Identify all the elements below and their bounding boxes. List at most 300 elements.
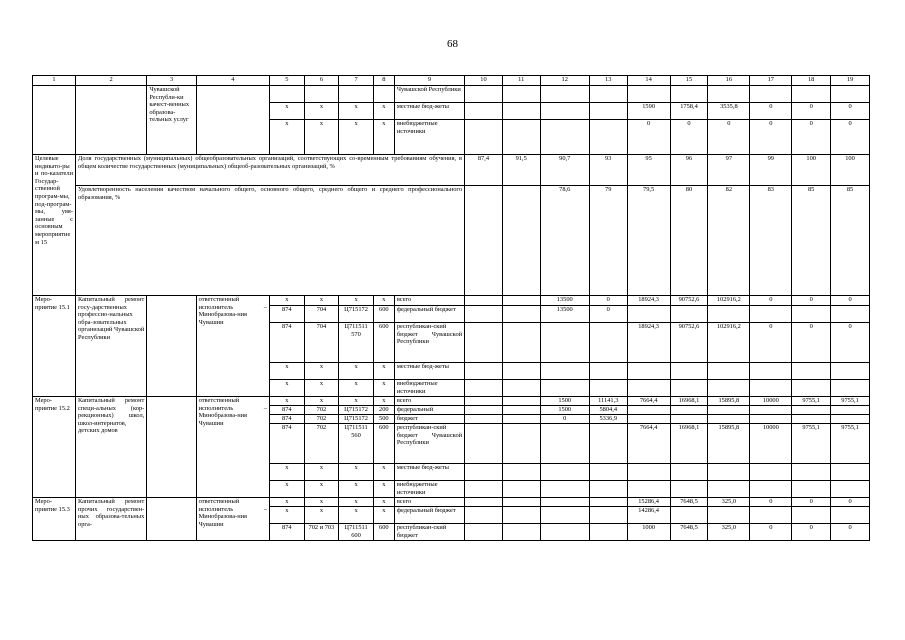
- table-cell: 0: [670, 120, 708, 155]
- empty-cell: [339, 86, 374, 103]
- empty-cell: [465, 415, 503, 424]
- empty-cell: [792, 380, 831, 397]
- table-cell: x: [304, 397, 339, 406]
- col-number: 10: [465, 76, 503, 86]
- empty-cell: [465, 424, 503, 464]
- empty-cell: [502, 524, 540, 541]
- table-cell: 7664,4: [627, 424, 670, 464]
- page-number: 68: [447, 38, 458, 50]
- empty-cell: [502, 363, 540, 380]
- table-cell: 9755,1: [792, 424, 831, 464]
- empty-cell: [589, 524, 627, 541]
- empty-cell: [502, 380, 540, 397]
- measure-label: Меро-приятие 15.3: [33, 498, 76, 541]
- empty-cell: [792, 86, 831, 103]
- empty-cell: [670, 380, 708, 397]
- empty-cell: [708, 306, 750, 323]
- empty-cell: [465, 296, 503, 306]
- table-cell: x: [373, 397, 394, 406]
- table-cell: x: [373, 481, 394, 498]
- col-number: 13: [589, 76, 627, 86]
- table-cell: x: [270, 120, 305, 155]
- empty-cell: [831, 507, 870, 524]
- table-cell: 13500: [540, 296, 589, 306]
- table-cell: x: [270, 498, 305, 507]
- table-row: [33, 86, 870, 103]
- table-cell: 600: [373, 424, 394, 464]
- empty-cell: [147, 498, 196, 541]
- table-cell: 0: [589, 296, 627, 306]
- empty-cell: [708, 507, 750, 524]
- funding-source: федеральный бюджет: [394, 507, 464, 524]
- table-cell: 1000: [627, 524, 670, 541]
- empty-cell: [465, 86, 503, 103]
- table-cell: 0: [792, 120, 831, 155]
- table-cell: 1590: [627, 103, 670, 120]
- table-cell: 600: [373, 323, 394, 363]
- empty-cell: [502, 120, 540, 155]
- empty-cell: [502, 464, 540, 481]
- table-cell: 702: [304, 415, 339, 424]
- col-number: 8: [373, 76, 394, 86]
- funding-source: республикан-ский бюджет: [394, 524, 464, 541]
- empty-cell: [465, 323, 503, 363]
- table-cell: 0: [831, 524, 870, 541]
- measure-label: Меро-приятие 15.2: [33, 397, 76, 498]
- empty-cell: [76, 86, 147, 155]
- table-cell: x: [373, 103, 394, 120]
- table-cell: 874: [270, 424, 305, 464]
- table-cell: x: [304, 120, 339, 155]
- table-cell: 78,6: [540, 186, 589, 296]
- empty-cell: [502, 86, 540, 103]
- table-cell: 0: [831, 323, 870, 363]
- empty-cell: [304, 86, 339, 103]
- table-cell: x: [304, 498, 339, 507]
- empty-cell: [540, 524, 589, 541]
- empty-cell: [502, 296, 540, 306]
- col-number: 7: [339, 76, 374, 86]
- empty-cell: [831, 380, 870, 397]
- table-cell: x: [270, 363, 305, 380]
- empty-cell: [750, 380, 792, 397]
- empty-cell: [670, 406, 708, 415]
- table-cell: x: [270, 380, 305, 397]
- empty-cell: [465, 397, 503, 406]
- empty-cell: [465, 120, 503, 155]
- responsible-executor: ответственный исполнитель – Минобразова-ния Чувашии: [196, 397, 269, 498]
- table-cell: x: [339, 363, 374, 380]
- funding-source: федеральный бюджет: [394, 306, 464, 323]
- table-cell: 93: [589, 155, 627, 186]
- table-cell: 5336,9: [589, 415, 627, 424]
- funding-source: всего: [394, 296, 464, 306]
- table-cell: x: [270, 296, 305, 306]
- empty-cell: [465, 306, 503, 323]
- table-cell: x: [373, 380, 394, 397]
- table-cell: 0: [750, 103, 792, 120]
- col-number: 12: [540, 76, 589, 86]
- empty-cell: [465, 380, 503, 397]
- table-cell: 102916,2: [708, 323, 750, 363]
- empty-cell: [670, 415, 708, 424]
- table-cell: 95: [627, 155, 670, 186]
- table-cell: 10000: [750, 424, 792, 464]
- col-number: 16: [708, 76, 750, 86]
- empty-cell: [670, 481, 708, 498]
- table-cell: x: [373, 507, 394, 524]
- empty-cell: [792, 507, 831, 524]
- table-cell: 10000: [750, 397, 792, 406]
- empty-cell: [465, 363, 503, 380]
- indicator-row: [33, 186, 870, 296]
- empty-cell: [465, 464, 503, 481]
- empty-cell: [750, 464, 792, 481]
- empty-cell: [831, 481, 870, 498]
- table-cell: x: [339, 120, 374, 155]
- empty-cell: [627, 406, 670, 415]
- empty-cell: [708, 380, 750, 397]
- empty-cell: [540, 323, 589, 363]
- empty-cell: [750, 406, 792, 415]
- table-cell: 0: [792, 296, 831, 306]
- table-cell: 87,4: [465, 155, 503, 186]
- empty-cell: [831, 86, 870, 103]
- empty-cell: [670, 86, 708, 103]
- col-number: 5: [270, 76, 305, 86]
- empty-cell: [708, 481, 750, 498]
- table-cell: x: [304, 296, 339, 306]
- col-number: 18: [792, 76, 831, 86]
- table-cell: 7648,5: [670, 524, 708, 541]
- table-cell: x: [270, 103, 305, 120]
- table-cell: 0: [750, 120, 792, 155]
- table-cell: Ц711511 570: [339, 323, 374, 363]
- funding-source: местные бюд-жеты: [394, 464, 464, 481]
- table-cell: Ц715172: [339, 406, 374, 415]
- measure-row: [33, 498, 870, 507]
- table-cell: 15895,8: [708, 397, 750, 406]
- table-cell: 0: [750, 524, 792, 541]
- table-cell: 702: [304, 424, 339, 464]
- table-cell: 7664,4: [627, 397, 670, 406]
- empty-cell: [540, 363, 589, 380]
- table-cell: 79,5: [627, 186, 670, 296]
- empty-cell: [750, 481, 792, 498]
- table-cell: x: [270, 464, 305, 481]
- empty-cell: [589, 380, 627, 397]
- table-cell: 18924,3: [627, 323, 670, 363]
- table-cell: x: [304, 363, 339, 380]
- table-cell: x: [339, 464, 374, 481]
- table-cell: 0: [750, 296, 792, 306]
- empty-cell: [627, 481, 670, 498]
- empty-cell: [540, 380, 589, 397]
- table-cell: 0: [831, 498, 870, 507]
- empty-cell: [792, 306, 831, 323]
- table-cell: 600: [373, 306, 394, 323]
- empty-cell: [589, 464, 627, 481]
- table-cell: 91,5: [502, 155, 540, 186]
- empty-cell: [589, 120, 627, 155]
- table-cell: 874: [270, 524, 305, 541]
- table-cell: 9755,1: [831, 397, 870, 406]
- empty-cell: [373, 86, 394, 103]
- table-cell: 0: [750, 323, 792, 363]
- table-cell: 9755,1: [792, 397, 831, 406]
- empty-cell: [465, 524, 503, 541]
- funding-source: местные бюд-жеты: [394, 103, 464, 120]
- table-cell: 90752,6: [670, 323, 708, 363]
- empty-cell: [627, 464, 670, 481]
- table-cell: 5804,4: [589, 406, 627, 415]
- table-cell: 325,0: [708, 498, 750, 507]
- table-cell: 79: [589, 186, 627, 296]
- table-cell: 0: [792, 524, 831, 541]
- table-cell: 0: [792, 323, 831, 363]
- empty-cell: [708, 464, 750, 481]
- table-cell: 0: [831, 103, 870, 120]
- table-cell: x: [373, 464, 394, 481]
- table-cell: 15286,4: [627, 498, 670, 507]
- empty-cell: [750, 86, 792, 103]
- empty-cell: [502, 406, 540, 415]
- table-cell: x: [339, 481, 374, 498]
- measure-row: [33, 296, 870, 306]
- table-cell: 100: [792, 155, 831, 186]
- empty-cell: [708, 363, 750, 380]
- empty-cell: [502, 306, 540, 323]
- responsible-executor: ответственный исполнитель – Минобразова-ния Чувашии: [196, 498, 269, 541]
- indicators-label: Целевые индикато-ры и по-казатели Государ-ственной програм-мы, под-програм-мы, увя-занные с основным мероприятием 15: [33, 155, 76, 296]
- col-number: 1: [33, 76, 76, 86]
- empty-cell: [831, 406, 870, 415]
- indicator-text: Доля государственных (муниципальных) общеобразовательных организаций, соответствующих со-временным требованиям обучения, в общем количестве государственных (муниципальных) общеоб-разовательных организаций, %: [76, 155, 465, 186]
- empty-cell: [589, 481, 627, 498]
- table-cell: 90752,6: [670, 296, 708, 306]
- table-cell: 11141,3: [589, 397, 627, 406]
- table-cell: x: [304, 507, 339, 524]
- empty-cell: [792, 363, 831, 380]
- empty-cell: [589, 363, 627, 380]
- table-cell: 0: [792, 103, 831, 120]
- table-cell: x: [373, 498, 394, 507]
- empty-cell: [627, 380, 670, 397]
- empty-cell: [708, 406, 750, 415]
- funding-source: республикан-ский бюджет Чувашской Республики: [394, 424, 464, 464]
- table-cell: x: [373, 120, 394, 155]
- table-cell: 0: [627, 120, 670, 155]
- table-cell: 16968,1: [670, 424, 708, 464]
- measure-label: Меро-приятие 15.1: [33, 296, 76, 397]
- table-cell: 325,0: [708, 524, 750, 541]
- indicator-row: [33, 155, 870, 186]
- empty-cell: [792, 481, 831, 498]
- col-number: 17: [750, 76, 792, 86]
- empty-cell: [33, 86, 76, 155]
- measure-name: Капитальный ремонт госу-дарственных профессио-нальных обра-зовательных организаций Чувашской Республики: [76, 296, 147, 397]
- empty-cell: [465, 406, 503, 415]
- empty-cell: [270, 86, 305, 103]
- table-cell: 3535,8: [708, 103, 750, 120]
- table-cell: 85: [792, 186, 831, 296]
- table-cell: 80: [670, 186, 708, 296]
- empty-cell: [147, 397, 196, 498]
- table-cell: x: [270, 397, 305, 406]
- empty-cell: [627, 363, 670, 380]
- empty-cell: [465, 498, 503, 507]
- table-cell: 1500: [540, 397, 589, 406]
- funding-source: Чувашской Республики: [394, 86, 464, 103]
- table-cell: x: [339, 296, 374, 306]
- empty-cell: [589, 424, 627, 464]
- col-number: 6: [304, 76, 339, 86]
- table-cell: 874: [270, 306, 305, 323]
- empty-cell: [831, 464, 870, 481]
- empty-cell: [750, 507, 792, 524]
- table-cell: 97: [708, 155, 750, 186]
- empty-cell: [465, 186, 503, 296]
- empty-cell: [627, 86, 670, 103]
- table-cell: x: [304, 464, 339, 481]
- table-cell: 0: [792, 498, 831, 507]
- empty-cell: [792, 415, 831, 424]
- table-cell: 99: [750, 155, 792, 186]
- empty-cell: [831, 306, 870, 323]
- table-cell: 702 и 703: [304, 524, 339, 541]
- table-cell: 0: [540, 415, 589, 424]
- empty-cell: [831, 363, 870, 380]
- table-cell: 0: [831, 120, 870, 155]
- empty-cell: [750, 306, 792, 323]
- table-cell: 83: [750, 186, 792, 296]
- empty-cell: [750, 415, 792, 424]
- table-cell: 14286,4: [627, 507, 670, 524]
- table-cell: x: [304, 380, 339, 397]
- table-cell: 704: [304, 306, 339, 323]
- table-cell: 0: [589, 306, 627, 323]
- table-cell: 704: [304, 323, 339, 363]
- empty-cell: [465, 481, 503, 498]
- measure-name: Капитальный ремонт прочих государствен-ных образова-тельных орга-: [76, 498, 147, 541]
- empty-cell: [540, 481, 589, 498]
- table-cell: x: [339, 498, 374, 507]
- table-cell: 1758,4: [670, 103, 708, 120]
- col-number: 4: [196, 76, 269, 86]
- table-cell: 200: [373, 406, 394, 415]
- empty-cell: [792, 464, 831, 481]
- table-cell: x: [339, 103, 374, 120]
- empty-cell: [540, 507, 589, 524]
- table-cell: x: [373, 296, 394, 306]
- funding-source: внебюджетные источники: [394, 120, 464, 155]
- empty-cell: [792, 406, 831, 415]
- empty-cell: [540, 103, 589, 120]
- col-number: 9: [394, 76, 464, 86]
- funding-source: республикан-ский бюджет Чувашской Республики: [394, 323, 464, 363]
- funding-source: федеральный: [394, 406, 464, 415]
- measure-name: Капитальный ремонт специ-альных (кор-рекционных) школ, школ-интернатов, детских домов: [76, 397, 147, 498]
- table-cell: 0: [750, 498, 792, 507]
- empty-cell: [502, 397, 540, 406]
- col-number: 14: [627, 76, 670, 86]
- col-number: 11: [502, 76, 540, 86]
- funding-source: всего: [394, 498, 464, 507]
- table-cell: 7648,5: [670, 498, 708, 507]
- funding-source: местные бюд-жеты: [394, 363, 464, 380]
- table-cell: 874: [270, 323, 305, 363]
- empty-cell: [540, 498, 589, 507]
- table-cell: 16968,1: [670, 397, 708, 406]
- table-cell: 96: [670, 155, 708, 186]
- table-cell: 1500: [540, 406, 589, 415]
- indicator-text: Удовлетворенность населения качеством начального общего, основного общего, среднего общего и среднего профессионального образования, %: [76, 186, 465, 296]
- table-cell: 100: [831, 155, 870, 186]
- empty-cell: [502, 498, 540, 507]
- col-number: 3: [147, 76, 196, 86]
- table-cell: 90,7: [540, 155, 589, 186]
- empty-cell: [708, 415, 750, 424]
- table-cell: 874: [270, 406, 305, 415]
- column-number-row: [33, 76, 870, 86]
- table-cell: Ц711511 560: [339, 424, 374, 464]
- funding-source: внебюджетные источники: [394, 481, 464, 498]
- empty-cell: [502, 424, 540, 464]
- budget-table: [32, 75, 870, 541]
- table-cell: Ц715172: [339, 306, 374, 323]
- table-cell: 0: [831, 296, 870, 306]
- col-number: 19: [831, 76, 870, 86]
- empty-cell: [540, 120, 589, 155]
- empty-cell: [502, 507, 540, 524]
- table-cell: x: [339, 397, 374, 406]
- empty-cell: [750, 363, 792, 380]
- measure-row: [33, 397, 870, 406]
- empty-cell: [589, 507, 627, 524]
- empty-cell: [627, 415, 670, 424]
- col-number: 2: [76, 76, 147, 86]
- empty-cell: [502, 481, 540, 498]
- table-cell: 13500: [540, 306, 589, 323]
- empty-cell: [831, 415, 870, 424]
- responsible-executor: ответственный исполнитель – Минобразова-ния Чувашии: [196, 296, 269, 397]
- table-cell: Ц711511 600: [339, 524, 374, 541]
- funding-source: бюджет: [394, 415, 464, 424]
- table-cell: x: [270, 481, 305, 498]
- empty-cell: [502, 186, 540, 296]
- col-number: 15: [670, 76, 708, 86]
- empty-cell: [589, 86, 627, 103]
- funding-source: внебюджетные источники: [394, 380, 464, 397]
- table-cell: 85: [831, 186, 870, 296]
- empty-cell: [540, 464, 589, 481]
- empty-cell: [147, 296, 196, 397]
- table-cell: x: [339, 380, 374, 397]
- empty-cell: [589, 323, 627, 363]
- empty-cell: [196, 86, 269, 155]
- empty-cell: [502, 323, 540, 363]
- empty-cell: [670, 464, 708, 481]
- table-cell: x: [304, 103, 339, 120]
- table-cell: x: [373, 363, 394, 380]
- table-cell: 102916,2: [708, 296, 750, 306]
- empty-cell: [708, 86, 750, 103]
- empty-cell: [502, 103, 540, 120]
- empty-cell: [670, 363, 708, 380]
- table-cell: 18924,3: [627, 296, 670, 306]
- empty-cell: [502, 415, 540, 424]
- table-cell: 600: [373, 524, 394, 541]
